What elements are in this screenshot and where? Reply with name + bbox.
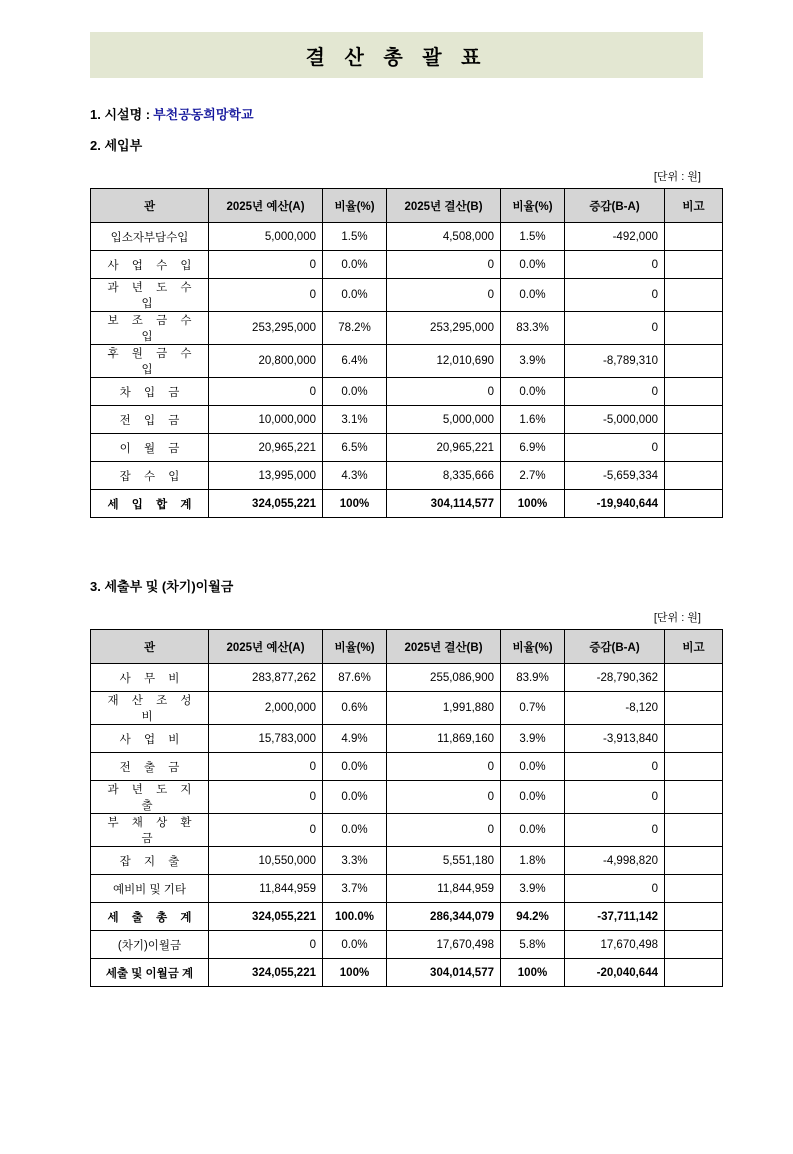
row-label: 전 입 금 bbox=[91, 406, 209, 434]
row-rate-a: 3.1% bbox=[323, 406, 387, 434]
row-note bbox=[665, 847, 723, 875]
row-label: 차 입 금 bbox=[91, 378, 209, 406]
row-label: 과 년 도 지 출 bbox=[91, 781, 209, 814]
row-label: 세 출 총 계 bbox=[91, 903, 209, 931]
page-title: 결 산 총 괄 표 bbox=[305, 46, 488, 69]
row-rate-a: 6.4% bbox=[323, 345, 387, 378]
row-rate-a: 78.2% bbox=[323, 312, 387, 345]
row-rate-b: 5.8% bbox=[501, 931, 565, 959]
facility-name: 부천공동희망학교 bbox=[153, 107, 254, 122]
row-label: 예비비 및 기타 bbox=[91, 875, 209, 903]
row-rate-b: 0.0% bbox=[501, 814, 565, 847]
row-difference: -37,711,142 bbox=[565, 903, 665, 931]
row-label: 과 년 도 수 입 bbox=[91, 279, 209, 312]
row-label: 잡 지 출 bbox=[91, 847, 209, 875]
facility-line bbox=[90, 104, 703, 123]
row-budget: 253,295,000 bbox=[209, 312, 323, 345]
row-budget: 0 bbox=[209, 378, 323, 406]
row-rate-b: 1.8% bbox=[501, 847, 565, 875]
row-budget: 324,055,221 bbox=[209, 903, 323, 931]
section-heading-expenditure: 3. 세출부 및 (차기)이월금 bbox=[90, 579, 234, 594]
row-difference: 0 bbox=[565, 312, 665, 345]
table-row bbox=[91, 875, 723, 903]
row-note bbox=[665, 490, 723, 518]
row-rate-a: 0.6% bbox=[323, 692, 387, 725]
row-rate-b: 6.9% bbox=[501, 434, 565, 462]
table-row bbox=[91, 692, 723, 725]
row-difference: 0 bbox=[565, 434, 665, 462]
row-note bbox=[665, 781, 723, 814]
section-heading-revenue: 2. 세입부 bbox=[90, 138, 143, 153]
row-settlement: 0 bbox=[387, 279, 501, 312]
unit-note-revenue: [단위 : 원] bbox=[653, 171, 701, 183]
row-difference: 0 bbox=[565, 753, 665, 781]
row-settlement: 0 bbox=[387, 378, 501, 406]
row-difference: 0 bbox=[565, 378, 665, 406]
row-note bbox=[665, 223, 723, 251]
table-row bbox=[91, 251, 723, 279]
row-settlement: 0 bbox=[387, 251, 501, 279]
row-settlement: 304,114,577 bbox=[387, 490, 501, 518]
table-row bbox=[91, 725, 723, 753]
row-budget: 15,783,000 bbox=[209, 725, 323, 753]
row-note bbox=[665, 959, 723, 987]
row-rate-b: 0.0% bbox=[501, 279, 565, 312]
row-label: 세 입 합 계 bbox=[91, 490, 209, 518]
row-rate-b: 3.9% bbox=[501, 875, 565, 903]
row-label: 전 출 금 bbox=[91, 753, 209, 781]
row-note bbox=[665, 406, 723, 434]
row-settlement: 11,844,959 bbox=[387, 875, 501, 903]
row-rate-b: 0.0% bbox=[501, 781, 565, 814]
table-row bbox=[91, 664, 723, 692]
row-difference: 0 bbox=[565, 251, 665, 279]
row-rate-a: 0.0% bbox=[323, 931, 387, 959]
row-label: 재 산 조 성 비 bbox=[91, 692, 209, 725]
row-budget: 10,550,000 bbox=[209, 847, 323, 875]
row-rate-a: 0.0% bbox=[323, 251, 387, 279]
table-row bbox=[91, 814, 723, 847]
row-rate-a: 100.0% bbox=[323, 903, 387, 931]
row-settlement: 1,991,880 bbox=[387, 692, 501, 725]
row-budget: 0 bbox=[209, 251, 323, 279]
row-rate-b: 3.9% bbox=[501, 345, 565, 378]
table-header-row bbox=[91, 189, 723, 223]
row-difference: 0 bbox=[565, 814, 665, 847]
row-settlement: 304,014,577 bbox=[387, 959, 501, 987]
column-header-category: 관 bbox=[91, 630, 209, 664]
carryover-row bbox=[91, 931, 723, 959]
row-note bbox=[665, 753, 723, 781]
row-rate-a: 4.3% bbox=[323, 462, 387, 490]
row-budget: 0 bbox=[209, 781, 323, 814]
row-note bbox=[665, 378, 723, 406]
row-label: 잡 수 입 bbox=[91, 462, 209, 490]
table-row bbox=[91, 462, 723, 490]
document-title-banner bbox=[90, 32, 703, 78]
row-rate-b: 100% bbox=[501, 959, 565, 987]
row-rate-a: 6.5% bbox=[323, 434, 387, 462]
row-rate-b: 0.7% bbox=[501, 692, 565, 725]
revenue-total-row bbox=[91, 490, 723, 518]
document-page bbox=[0, 32, 793, 1154]
row-budget: 20,800,000 bbox=[209, 345, 323, 378]
row-note bbox=[665, 434, 723, 462]
row-rate-a: 3.3% bbox=[323, 847, 387, 875]
row-note bbox=[665, 725, 723, 753]
row-rate-b: 2.7% bbox=[501, 462, 565, 490]
row-settlement: 4,508,000 bbox=[387, 223, 501, 251]
table-row bbox=[91, 312, 723, 345]
row-difference: -8,120 bbox=[565, 692, 665, 725]
row-settlement: 286,344,079 bbox=[387, 903, 501, 931]
row-label: 사 업 수 입 bbox=[91, 251, 209, 279]
row-rate-b: 94.2% bbox=[501, 903, 565, 931]
column-header-difference: 증감(B-A) bbox=[565, 630, 665, 664]
row-settlement: 255,086,900 bbox=[387, 664, 501, 692]
row-budget: 0 bbox=[209, 753, 323, 781]
row-settlement: 5,551,180 bbox=[387, 847, 501, 875]
facility-label: 1. 시설명 : bbox=[90, 107, 151, 122]
expenditure-table bbox=[90, 629, 723, 987]
row-settlement: 20,965,221 bbox=[387, 434, 501, 462]
row-rate-a: 100% bbox=[323, 959, 387, 987]
table-row bbox=[91, 223, 723, 251]
row-label: 세출 및 이월금 계 bbox=[91, 959, 209, 987]
row-rate-b: 0.0% bbox=[501, 251, 565, 279]
row-budget: 324,055,221 bbox=[209, 490, 323, 518]
column-header-budget: 2025년 예산(A) bbox=[209, 630, 323, 664]
table-header-row bbox=[91, 630, 723, 664]
row-budget: 13,995,000 bbox=[209, 462, 323, 490]
column-header-note: 비고 bbox=[665, 630, 723, 664]
row-settlement: 8,335,666 bbox=[387, 462, 501, 490]
table-row bbox=[91, 378, 723, 406]
row-settlement: 5,000,000 bbox=[387, 406, 501, 434]
row-label: 사 업 비 bbox=[91, 725, 209, 753]
row-rate-b: 1.6% bbox=[501, 406, 565, 434]
row-rate-b: 83.3% bbox=[501, 312, 565, 345]
row-note bbox=[665, 692, 723, 725]
column-header-category: 관 bbox=[91, 189, 209, 223]
row-difference: -5,659,334 bbox=[565, 462, 665, 490]
column-header-rate-a: 비율(%) bbox=[323, 630, 387, 664]
row-rate-a: 0.0% bbox=[323, 753, 387, 781]
row-difference: -8,789,310 bbox=[565, 345, 665, 378]
table-row bbox=[91, 781, 723, 814]
row-difference: 0 bbox=[565, 279, 665, 312]
row-settlement: 0 bbox=[387, 753, 501, 781]
row-rate-b: 0.0% bbox=[501, 378, 565, 406]
row-rate-a: 3.7% bbox=[323, 875, 387, 903]
column-header-settlement: 2025년 결산(B) bbox=[387, 630, 501, 664]
row-settlement: 11,869,160 bbox=[387, 725, 501, 753]
row-settlement: 0 bbox=[387, 781, 501, 814]
row-rate-a: 0.0% bbox=[323, 781, 387, 814]
row-difference: -19,940,644 bbox=[565, 490, 665, 518]
row-rate-b: 1.5% bbox=[501, 223, 565, 251]
row-rate-a: 1.5% bbox=[323, 223, 387, 251]
row-label: 입소자부담수입 bbox=[91, 223, 209, 251]
row-budget: 324,055,221 bbox=[209, 959, 323, 987]
row-difference: -20,040,644 bbox=[565, 959, 665, 987]
row-difference: 0 bbox=[565, 875, 665, 903]
row-label: 보 조 금 수 입 bbox=[91, 312, 209, 345]
row-note bbox=[665, 279, 723, 312]
table-row bbox=[91, 753, 723, 781]
column-header-note: 비고 bbox=[665, 189, 723, 223]
revenue-table bbox=[90, 188, 723, 518]
row-difference: -5,000,000 bbox=[565, 406, 665, 434]
column-header-settlement: 2025년 결산(B) bbox=[387, 189, 501, 223]
row-rate-a: 87.6% bbox=[323, 664, 387, 692]
row-settlement: 17,670,498 bbox=[387, 931, 501, 959]
row-note bbox=[665, 903, 723, 931]
row-label: 부 채 상 환 금 bbox=[91, 814, 209, 847]
row-settlement: 253,295,000 bbox=[387, 312, 501, 345]
row-rate-b: 83.9% bbox=[501, 664, 565, 692]
row-difference: -3,913,840 bbox=[565, 725, 665, 753]
row-budget: 5,000,000 bbox=[209, 223, 323, 251]
row-budget: 20,965,221 bbox=[209, 434, 323, 462]
row-difference: -4,998,820 bbox=[565, 847, 665, 875]
row-budget: 283,877,262 bbox=[209, 664, 323, 692]
row-budget: 0 bbox=[209, 931, 323, 959]
row-settlement: 12,010,690 bbox=[387, 345, 501, 378]
row-rate-b: 0.0% bbox=[501, 753, 565, 781]
table-row bbox=[91, 406, 723, 434]
table-row bbox=[91, 345, 723, 378]
row-budget: 11,844,959 bbox=[209, 875, 323, 903]
row-label: 사 무 비 bbox=[91, 664, 209, 692]
row-note bbox=[665, 814, 723, 847]
column-header-rate-b: 비율(%) bbox=[501, 630, 565, 664]
column-header-rate-a: 비율(%) bbox=[323, 189, 387, 223]
column-header-rate-b: 비율(%) bbox=[501, 189, 565, 223]
row-settlement: 0 bbox=[387, 814, 501, 847]
row-budget: 0 bbox=[209, 279, 323, 312]
row-rate-a: 100% bbox=[323, 490, 387, 518]
row-rate-b: 100% bbox=[501, 490, 565, 518]
row-difference: -28,790,362 bbox=[565, 664, 665, 692]
column-header-budget: 2025년 예산(A) bbox=[209, 189, 323, 223]
row-rate-a: 0.0% bbox=[323, 279, 387, 312]
expenditure-subtotal-row bbox=[91, 903, 723, 931]
row-label: (차기)이월금 bbox=[91, 931, 209, 959]
column-header-difference: 증감(B-A) bbox=[565, 189, 665, 223]
row-rate-b: 3.9% bbox=[501, 725, 565, 753]
row-note bbox=[665, 875, 723, 903]
row-difference: -492,000 bbox=[565, 223, 665, 251]
table-row bbox=[91, 434, 723, 462]
row-note bbox=[665, 345, 723, 378]
row-note bbox=[665, 312, 723, 345]
row-label: 후 원 금 수 입 bbox=[91, 345, 209, 378]
table-row bbox=[91, 847, 723, 875]
row-difference: 17,670,498 bbox=[565, 931, 665, 959]
row-rate-a: 4.9% bbox=[323, 725, 387, 753]
row-budget: 2,000,000 bbox=[209, 692, 323, 725]
table-row bbox=[91, 279, 723, 312]
row-note bbox=[665, 462, 723, 490]
row-budget: 0 bbox=[209, 814, 323, 847]
row-budget: 10,000,000 bbox=[209, 406, 323, 434]
row-note bbox=[665, 931, 723, 959]
unit-note-expenditure: [단위 : 원] bbox=[653, 612, 701, 624]
row-rate-a: 0.0% bbox=[323, 814, 387, 847]
row-note bbox=[665, 664, 723, 692]
row-rate-a: 0.0% bbox=[323, 378, 387, 406]
expenditure-total-row bbox=[91, 959, 723, 987]
row-label: 이 월 금 bbox=[91, 434, 209, 462]
row-difference: 0 bbox=[565, 781, 665, 814]
row-note bbox=[665, 251, 723, 279]
